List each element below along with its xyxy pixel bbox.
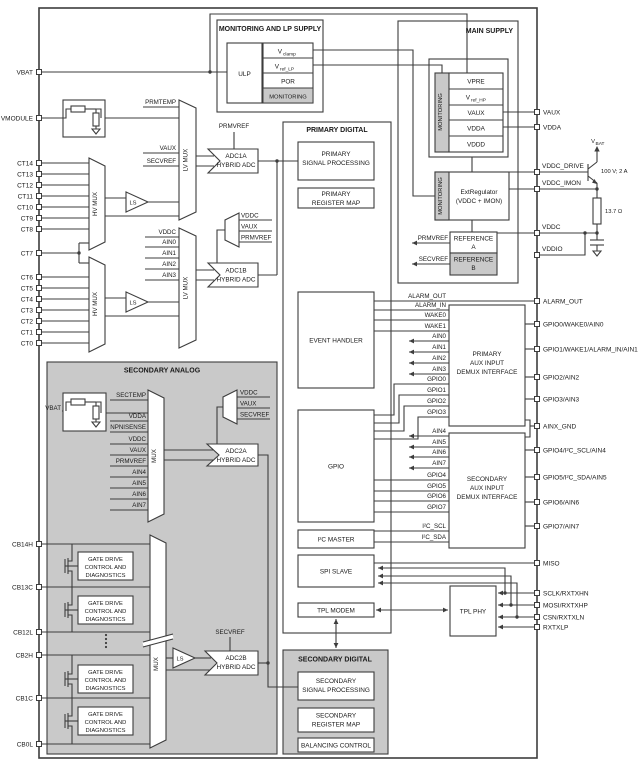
sig-ain6: AIN6 xyxy=(432,449,446,456)
lvmux2-ain0-label: AIN0 xyxy=(162,239,176,246)
pin-label: VDDC_DRIVE xyxy=(542,163,584,170)
pin-label: MISO xyxy=(543,560,560,568)
pin-ct14 xyxy=(37,161,42,166)
gate4-l1: GATE DRIVE xyxy=(88,712,123,718)
pin-label: VDDA xyxy=(543,124,562,132)
balancing-label: BALANCING CONTROL xyxy=(301,742,371,750)
sa-vddc-label: VDDC xyxy=(128,436,146,443)
pin-ct3 xyxy=(37,308,42,313)
reference-a-label: REFERENCE xyxy=(453,235,494,243)
sig-ain0: AIN0 xyxy=(432,333,446,340)
pin-label: CT10 xyxy=(17,204,33,212)
spi-slave-label: SPI SLAVE xyxy=(319,568,353,576)
psp-label-1: PRIMARY xyxy=(321,151,351,158)
pin-miso xyxy=(535,561,540,566)
adc2a-label: ADC2A xyxy=(225,448,247,455)
hv-mux-lower-label: HV MUX xyxy=(92,291,99,317)
sa-npnisense-label: NPNISENSE xyxy=(110,424,146,431)
resistor-value-label: 13.7 Ω xyxy=(605,209,623,215)
secondary-aux-label-2: AUX INPUT xyxy=(469,485,505,492)
sa-sectemp-label: SECTEMP xyxy=(116,392,146,399)
adc2b-sub-label: HYBRID ADC xyxy=(216,664,256,671)
pin-label: GPIO6/AIN6 xyxy=(543,499,580,507)
sa-prmvref-label: PRMVREF xyxy=(115,458,146,465)
sig-gpio6: GPIO6 xyxy=(427,493,446,500)
gate1-l1: GATE DRIVE xyxy=(88,557,123,563)
sig-alarm-out: ALARM_OUT xyxy=(408,293,446,300)
gate2-l1: GATE DRIVE xyxy=(88,601,123,607)
external-resistor xyxy=(593,198,601,224)
adc2b-secvref-label: SECVREF xyxy=(215,629,245,636)
sig-gpio2: GPIO2 xyxy=(427,398,446,405)
gate2-l2: CONTROL AND xyxy=(84,609,127,615)
pin-label: GPIO2/AIN2 xyxy=(543,374,580,382)
lvmux-secvref-label: SECVREF xyxy=(146,158,176,165)
secondary-signal-processing xyxy=(298,672,374,700)
sig-gpio1: GPIO1 xyxy=(427,387,446,394)
mux1-vaux-label: VAUX xyxy=(241,223,258,231)
pin-label: RXTXLP xyxy=(543,624,569,632)
sig-gpio4: GPIO4 xyxy=(427,472,446,479)
sig-i2c-sda: I²C_SDA xyxy=(421,534,446,541)
pin-sclk xyxy=(535,591,540,596)
sig-i2c-scl: I²C_SCL xyxy=(422,523,446,530)
pin-vdda xyxy=(535,125,540,130)
pin-ct10 xyxy=(37,205,42,210)
sig-gpio0: GPIO0 xyxy=(427,376,446,383)
sig-ain1: AIN1 xyxy=(432,344,446,351)
lp-monitoring-label: MONITORING xyxy=(269,94,307,101)
srm-label-2: REGISTER MAP xyxy=(311,721,361,729)
secvref-out-label: SECVREF xyxy=(418,256,448,263)
reference-b-letter: B xyxy=(471,265,476,272)
pin-gpio3 xyxy=(535,397,540,402)
adc2b-label: ADC2B xyxy=(225,655,247,662)
pin-alarm-out xyxy=(535,299,540,304)
pin-ct6 xyxy=(37,275,42,280)
pin-label: CT2 xyxy=(20,318,33,326)
primary-aux-label-2: AUX INPUT xyxy=(469,360,505,367)
mux2-secvref-label: SECVREF xyxy=(240,411,270,419)
sig-ain2: AIN2 xyxy=(432,355,446,362)
pin-csn xyxy=(535,615,540,620)
reference-a-letter: A xyxy=(471,244,476,251)
pin-ct5 xyxy=(37,286,42,291)
pin-label: GPIO7/AIN7 xyxy=(543,523,580,531)
tpl-modem-label: TPL MODEM xyxy=(317,607,355,615)
pin-gpio4 xyxy=(535,448,540,453)
pin-vddio xyxy=(535,253,540,258)
pin-vddc-drive xyxy=(535,170,540,175)
extreg-label-1: ExtRegulator xyxy=(460,189,498,196)
gate4-l3: DIAGNOSTICS xyxy=(85,728,126,734)
sig-gpio5: GPIO5 xyxy=(427,483,446,490)
pin-vmodule xyxy=(37,116,42,121)
sig-ain5: AIN5 xyxy=(432,439,446,446)
primary-aux-label-1: PRIMARY xyxy=(472,351,502,358)
pin-ct1 xyxy=(37,330,42,335)
mux1-prmvref-label: PRMVREF xyxy=(241,234,272,242)
sa-ain5-label: AIN5 xyxy=(132,480,146,487)
adc1a-label: ADC1A xyxy=(225,153,247,160)
ls-cb-label: LS xyxy=(176,656,184,663)
vpre-monitoring-label: MONITORING xyxy=(438,93,444,131)
pin-cb2h xyxy=(37,653,42,658)
pin-ct9 xyxy=(37,216,42,221)
reference-b-label: REFERENCE xyxy=(453,256,494,264)
sa-ain7-label: AIN7 xyxy=(132,502,146,509)
mux1-vddc-label: VDDC xyxy=(241,212,259,220)
sa-mux-label: MUX xyxy=(151,449,158,463)
gate3-l3: DIAGNOSTICS xyxy=(85,686,126,692)
pin-gpio6 xyxy=(535,500,540,505)
tpl-phy-label: TPL PHY xyxy=(459,608,487,616)
adc1a-sub-label: HYBRID ADC xyxy=(216,162,256,169)
gpio-label: GPIO xyxy=(328,463,344,471)
mux2-vaux-label: VAUX xyxy=(240,400,257,408)
pin-label: SCLK/RXTXHN xyxy=(543,590,589,598)
por-label: POR xyxy=(281,78,295,86)
extreg-monitoring-label: MONITORING xyxy=(438,177,444,215)
lvmux2-ain1-label: AIN1 xyxy=(162,250,176,257)
ssp-label-1: SECONDARY xyxy=(315,678,357,685)
main-supply-title: MAIN SUPPLY xyxy=(465,28,513,35)
vrefhp-sub: ref_HP xyxy=(471,98,486,104)
pin-label: VMODULE xyxy=(0,115,33,123)
pin-vddc xyxy=(535,231,540,236)
vclamp-label: V xyxy=(277,48,282,56)
gate1-l2: CONTROL AND xyxy=(84,565,127,571)
gate3-l2: CONTROL AND xyxy=(84,678,127,684)
sa-ain4-label: AIN4 xyxy=(132,469,146,476)
sig-wake0: WAKE0 xyxy=(424,312,446,319)
pin-label: VAUX xyxy=(543,109,561,117)
mux2-vddc-label: VDDC xyxy=(240,389,258,397)
ls-upper-label: LS xyxy=(129,200,137,207)
vrefhp-label: V xyxy=(465,94,470,102)
pin-gpio2 xyxy=(535,375,540,380)
pin-label: CB13C xyxy=(12,584,33,592)
event-handler-label: EVENT HANDLER xyxy=(309,337,363,345)
gd-mux-label: MUX xyxy=(153,657,160,671)
gate1-l3: DIAGNOSTICS xyxy=(85,573,126,579)
vreflp-sub: ref_LP xyxy=(280,67,295,73)
pin-label: GPIO0/WAKE0/AIN0 xyxy=(543,321,604,329)
transistor-rating-label: 100 V; 2 A xyxy=(601,169,628,175)
sa-vaux-label: VAUX xyxy=(129,447,146,454)
psp-label-2: SIGNAL PROCESSING xyxy=(302,160,370,167)
pin-label: GPIO4/I²C_SCL/AIN4 xyxy=(543,447,606,455)
pin-ct11 xyxy=(37,194,42,199)
secondary-aux-label-3: DEMUX INTERFACE xyxy=(456,494,518,501)
pin-label: AINX_GND xyxy=(543,423,577,431)
pin-gpio5 xyxy=(535,475,540,480)
sa-vbat-label: VBAT xyxy=(45,405,61,412)
pin-label: CB14H xyxy=(12,541,33,549)
ulp-label: ULP xyxy=(238,71,251,78)
sa-ain6-label: AIN6 xyxy=(132,491,146,498)
vdda-cell-label: VDDA xyxy=(467,125,485,133)
pin-cb13c xyxy=(37,585,42,590)
pin-label: CT6 xyxy=(20,274,33,282)
sig-ain4: AIN4 xyxy=(432,428,446,435)
hv-mux-upper-label: HV MUX xyxy=(92,191,99,217)
sig-ain3: AIN3 xyxy=(432,366,446,373)
pin-label: GPIO5/I²C_SDA/AIN5 xyxy=(543,474,607,482)
pin-cb0l xyxy=(37,742,42,747)
pin-label: CT4 xyxy=(20,296,33,304)
pin-label: CB1C xyxy=(15,695,33,703)
prm-label-1: PRIMARY xyxy=(321,191,351,198)
sig-alarm-in: ALARM_IN xyxy=(415,302,446,309)
extreg-label-2: (VDDC + IMON) xyxy=(455,198,503,205)
pin-label: CT8 xyxy=(20,226,33,234)
pin-label: CT3 xyxy=(20,307,33,315)
vaux-cell-label: VAUX xyxy=(467,110,485,117)
pin-label: CT1 xyxy=(20,329,33,337)
prm-label-2: REGISTER MAP xyxy=(311,200,361,207)
adc1a-prmvref-label: PRMVREF xyxy=(218,123,250,130)
pin-cb1c xyxy=(37,696,42,701)
vpre-label: VPRE xyxy=(467,78,485,86)
vclamp-sub: clamp xyxy=(283,52,296,58)
pin-gpio7 xyxy=(535,524,540,529)
pin-label: CT11 xyxy=(17,193,33,201)
sig-wake1: WAKE1 xyxy=(424,323,446,330)
pin-ct8 xyxy=(37,227,42,232)
vreflp-label: V xyxy=(274,63,279,71)
ext-vbat-sub: BAT xyxy=(595,142,605,147)
lvmux-vaux-label: VAUX xyxy=(159,145,176,152)
pin-label: GPIO3/AIN3 xyxy=(543,396,580,404)
secondary-aux-label-1: SECONDARY xyxy=(466,476,508,483)
pin-label: CB2H xyxy=(15,652,33,660)
adc1b-sub-label: HYBRID ADC xyxy=(216,276,256,284)
i2c-master-label: I²C MASTER xyxy=(317,536,355,544)
pin-vaux xyxy=(535,110,540,115)
pin-ct12 xyxy=(37,183,42,188)
lvmux2-ain3-label: AIN3 xyxy=(162,272,176,279)
pin-label: CT0 xyxy=(20,340,33,348)
ssp-label-2: SIGNAL PROCESSING xyxy=(302,687,370,694)
srm-label-1: SECONDARY xyxy=(315,712,357,720)
pin-cb14h xyxy=(37,542,42,547)
secondary-analog-title: SECONDARY ANALOG xyxy=(123,367,201,375)
vddd-cell-label: VDDD xyxy=(466,141,486,149)
pin-label: CT14 xyxy=(17,160,33,168)
ext-vbat-label: V xyxy=(591,139,595,145)
lv-mux-upper-label: LV MUX xyxy=(182,148,190,172)
sig-ain7: AIN7 xyxy=(432,460,446,467)
prmtemp-label: PRMTEMP xyxy=(145,99,176,106)
sig-gpio7: GPIO7 xyxy=(427,504,446,511)
pin-label: CT9 xyxy=(20,215,33,223)
pin-label: CB12L xyxy=(13,629,33,637)
primary-digital-title: PRIMARY DIGITAL xyxy=(306,127,368,134)
lvmux2-vddc-label: VDDC xyxy=(158,229,176,236)
sig-gpio3: GPIO3 xyxy=(427,409,446,416)
gate2-l3: DIAGNOSTICS xyxy=(85,617,126,623)
pin-label: MOSI/RXTXHP xyxy=(543,602,588,610)
pin-label: CT12 xyxy=(17,182,33,190)
prmvref-out-label: PRMVREF xyxy=(417,235,448,242)
primary-aux-label-3: DEMUX INTERFACE xyxy=(456,369,518,376)
pin-rxtxlp xyxy=(535,625,540,630)
gate4-l2: CONTROL AND xyxy=(84,720,127,726)
lv-mux-lower-label: LV MUX xyxy=(182,276,190,300)
pin-label: CT7 xyxy=(20,250,33,258)
pin-label: ALARM_OUT xyxy=(543,298,583,306)
sa-vdda-label: VDDA xyxy=(128,413,146,420)
pin-cb12l xyxy=(37,630,42,635)
pin-ainx-gnd xyxy=(535,424,540,429)
pin-label: CT13 xyxy=(17,171,33,179)
lp-supply-title: MONITORING AND LP SUPPLY xyxy=(218,26,322,33)
pin-gpio1 xyxy=(535,347,540,352)
adc1b-label: ADC1B xyxy=(225,267,247,275)
pin-ct2 xyxy=(37,319,42,324)
pin-vbat xyxy=(37,70,42,75)
pin-vddc-imon xyxy=(535,187,540,192)
pin-label: VDDIO xyxy=(542,246,563,253)
pin-ct7 xyxy=(37,251,42,256)
ls-lower-label: LS xyxy=(129,300,137,307)
pin-label: CT5 xyxy=(20,285,33,293)
pin-label: GPIO1/WAKE1/ALARM_IN/AIN1 xyxy=(543,346,638,354)
pin-label: VDDC_IMON xyxy=(542,180,582,187)
pin-label: VDDC xyxy=(542,224,561,231)
adc2a-sub-label: HYBRID ADC xyxy=(216,457,256,464)
pin-ct13 xyxy=(37,172,42,177)
secondary-digital-title: SECONDARY DIGITAL xyxy=(298,656,372,664)
gate3-l1: GATE DRIVE xyxy=(88,670,123,676)
pin-gpio0 xyxy=(535,322,540,327)
pin-mosi xyxy=(535,603,540,608)
pin-ct0 xyxy=(37,341,42,346)
pin-label: CB0L xyxy=(16,741,33,749)
pin-ct4 xyxy=(37,297,42,302)
pin-label: VBAT xyxy=(16,69,33,77)
pin-label: CSN/RXTXLN xyxy=(543,614,585,622)
lvmux2-ain2-label: AIN2 xyxy=(162,261,176,268)
